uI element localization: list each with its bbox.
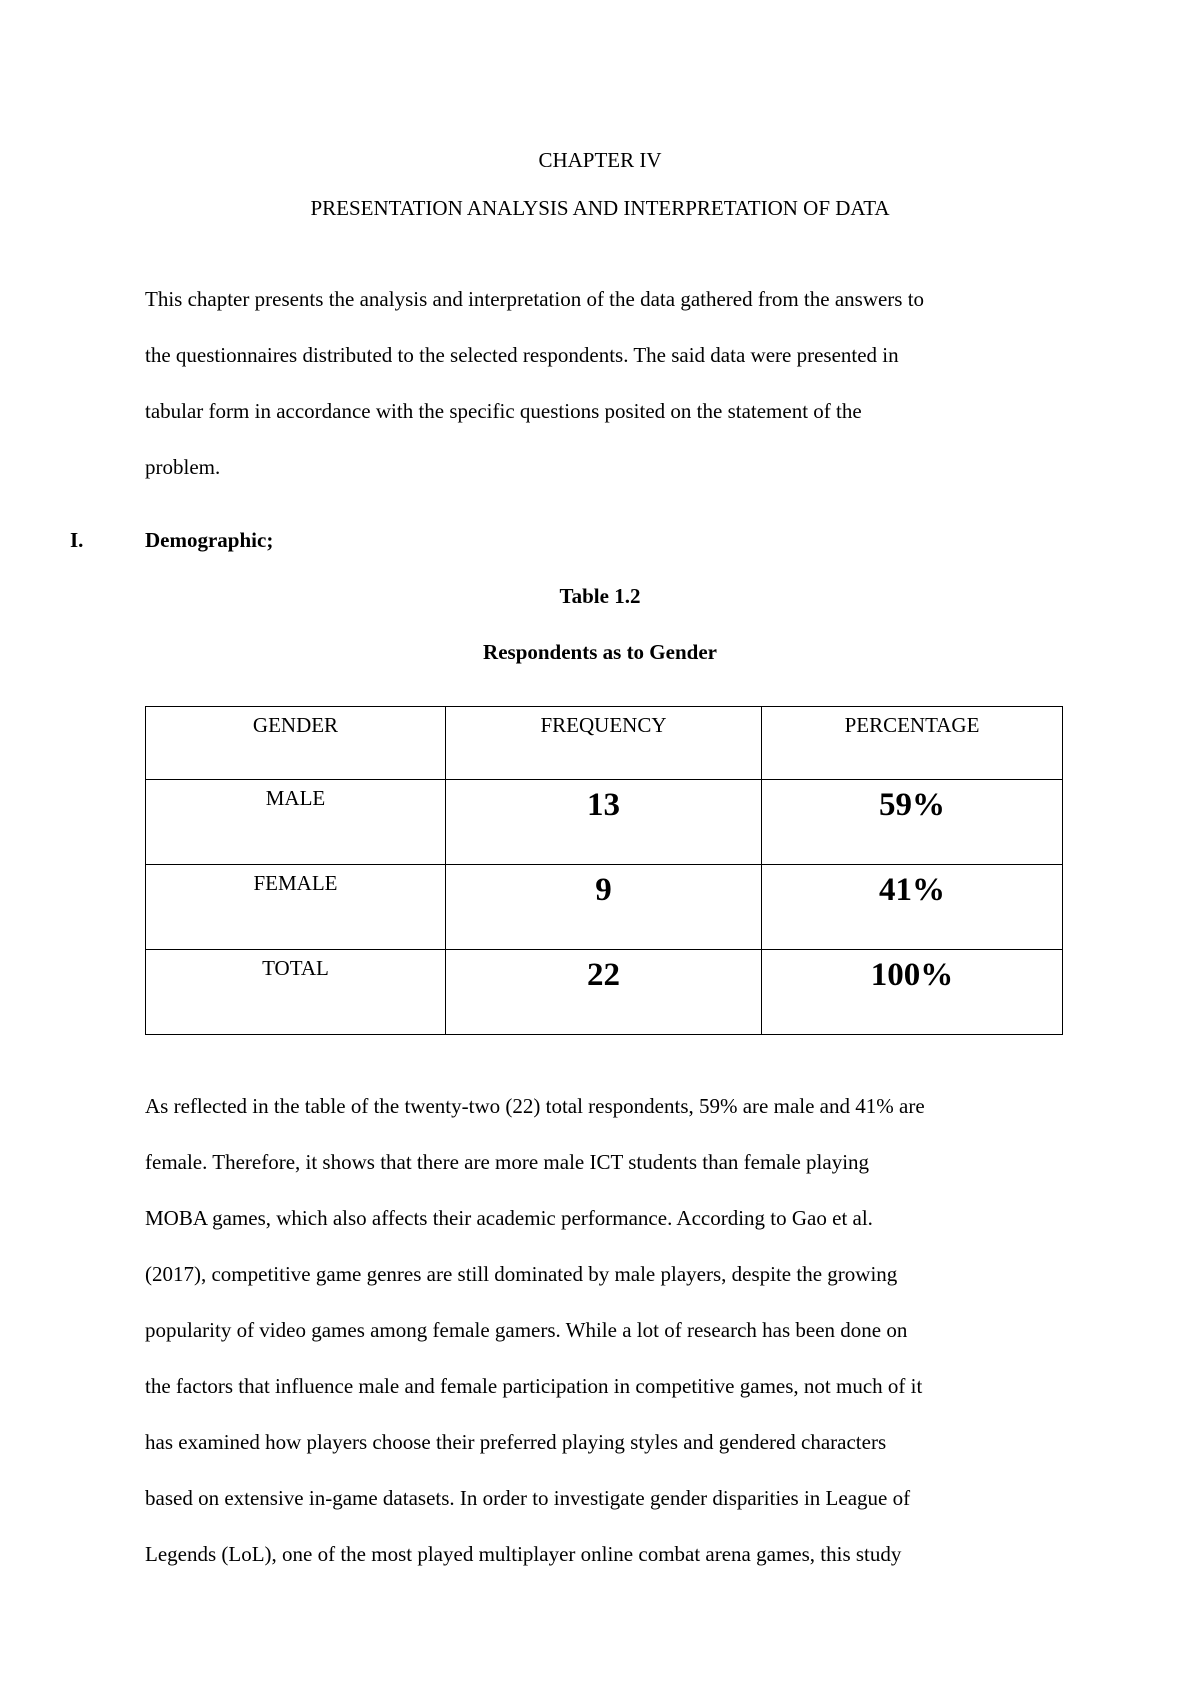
gender-table [145,706,1063,1035]
gender-cell [146,780,446,865]
frequency-cell [446,865,762,950]
column-header-percentage: PERCENTAGE [762,707,1063,780]
table-row [146,865,1063,950]
section-numeral: I. [70,528,84,552]
paragraph-line: (2017), competitive game genres are still dominated by male players, despite the growing [145,1262,898,1286]
percentage-value: 59% [879,787,945,823]
frequency-value: 9 [595,872,612,908]
column-header-gender: GENDER [146,707,446,780]
table-title: Respondents as to Gender [483,640,717,664]
gender-cell [146,950,446,1035]
paragraph-line: problem. [145,455,221,479]
paragraph-line: the factors that influence male and female participation in competitive games, not much of it [145,1374,923,1398]
paragraph-line: MOBA games, which also affects their academic performance. According to Gao et al. [145,1206,873,1230]
paragraph-line: the questionnaires distributed to the selected respondents. The said data were presented in [145,343,899,367]
section-title: Demographic; [145,528,274,552]
percentage-cell [762,780,1063,865]
paragraph-line: has examined how players choose their preferred playing styles and gendered characters [145,1430,887,1454]
discussion-paragraph [145,1092,1065,1596]
percentage-cell [762,950,1063,1035]
paragraph-line: As reflected in the table of the twenty-two (22) total respondents, 59% are male and 41% are [145,1094,925,1118]
chapter-title: CHAPTER IV [538,148,662,172]
frequency-cell [446,780,762,865]
table-header-row [146,707,1063,780]
frequency-value: 13 [587,787,620,823]
section-heading [70,526,273,554]
column-header-frequency: FREQUENCY [446,707,762,780]
gender-label: TOTAL [262,956,329,980]
paragraph-line: Legends (LoL), one of the most played multiplayer online combat arena games, this study [145,1542,902,1566]
percentage-value: 100% [870,957,954,993]
frequency-value: 22 [587,957,620,993]
intro-paragraph [145,285,1065,509]
frequency-cell [446,950,762,1035]
table-row [146,950,1063,1035]
table-number: Table 1.2 [559,584,641,608]
gender-label: MALE [265,786,326,810]
paragraph-line: tabular form in accordance with the specific questions posited on the statement of the [145,399,862,423]
paragraph-line: based on extensive in-game datasets. In order to investigate gender disparities in League of [145,1486,911,1510]
paragraph-line: female. Therefore, it shows that there are more male ICT students than female playing [145,1150,870,1174]
paragraph-line: This chapter presents the analysis and interpretation of the data gathered from the answers to [145,287,925,311]
table-row [146,780,1063,865]
gender-cell [146,865,446,950]
paragraph-line: popularity of video games among female gamers. While a lot of research has been done on [145,1318,908,1342]
chapter-subtitle: PRESENTATION ANALYSIS AND INTERPRETATION OF DATA [310,196,890,220]
percentage-value: 41% [879,872,945,908]
gender-label: FEMALE [253,871,338,895]
percentage-cell [762,865,1063,950]
